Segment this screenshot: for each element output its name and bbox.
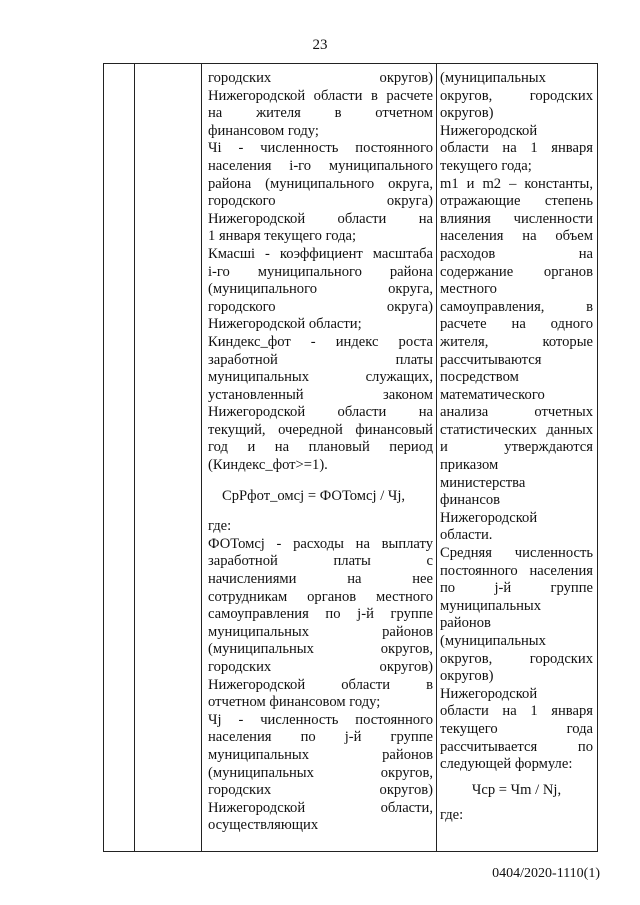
text-line: текущего года xyxy=(440,720,593,737)
formula-average-population: Чср = Чm / Nj, xyxy=(471,781,562,798)
text-line: муниципальных районов xyxy=(208,746,433,763)
text-line: городского округа) xyxy=(208,193,433,210)
text-line: области на 1 января xyxy=(440,703,593,720)
text-line: населения на объем xyxy=(440,228,593,245)
document-code: 0404/2020-1110(1) xyxy=(492,866,600,881)
text-line: статистических данных xyxy=(440,421,593,438)
text-line: муниципальных районов xyxy=(208,623,433,640)
notes-block-1 xyxy=(440,70,593,774)
text-line: муниципальных xyxy=(440,597,542,614)
text-line: округов) xyxy=(440,105,494,122)
text-line: и утверждаются xyxy=(440,439,593,456)
text-line: Средняя численность xyxy=(440,545,593,562)
column-divider-3 xyxy=(436,64,437,851)
text-line: местного xyxy=(440,281,497,298)
text-line: расходов на xyxy=(440,245,593,262)
text-line: (Киндекс_фот>=1). xyxy=(208,457,328,474)
text-line: Нижегородской области на xyxy=(208,404,433,421)
text-line: сотрудникам органов местного xyxy=(208,588,433,605)
text-line: Нижегородской xyxy=(440,509,538,526)
definitions-block-1 xyxy=(208,70,433,475)
text-line: Нижегородской области, xyxy=(208,799,433,816)
text-line: текущий, очередной финансовый xyxy=(208,421,433,438)
text-line: района (муниципального округа, xyxy=(208,175,433,192)
text-line: городского округа) xyxy=(208,298,433,315)
text-line: посредством xyxy=(440,369,519,386)
definitions-block-2 xyxy=(208,518,433,835)
text-line: отражающие степень xyxy=(440,193,593,210)
text-line: самоуправления по j-й группе xyxy=(208,606,433,623)
text-line: Нижегородской области; xyxy=(208,316,362,333)
text-line: (муниципальных округов, xyxy=(208,764,433,781)
text-line: Киндекс_фот - индекс роста xyxy=(208,333,433,350)
notes-column xyxy=(440,70,593,825)
text-line: начислениями на нее xyxy=(208,571,433,588)
text-line: анализа отчетных xyxy=(440,404,593,421)
text-line: районов xyxy=(440,615,491,632)
text-line: Нижегородской xyxy=(440,685,538,702)
text-line: округов, городских xyxy=(440,650,593,667)
text-line: на жителя в отчетном xyxy=(208,105,433,122)
column-divider-1 xyxy=(134,64,135,851)
text-line: содержание органов xyxy=(440,263,593,280)
text-line: Нижегородской xyxy=(440,122,538,139)
text-line: год и на плановый период xyxy=(208,439,433,456)
text-line: по j-й группе xyxy=(440,580,593,597)
text-line: округов) xyxy=(440,668,494,685)
text-line: рассчитываются xyxy=(440,351,542,368)
text-line: округов, городских xyxy=(440,87,593,104)
text-line: области на 1 января xyxy=(440,140,593,157)
text-line: городских округов) xyxy=(208,782,433,799)
text-line: приказом xyxy=(440,457,499,474)
notes-block-2 xyxy=(440,807,593,825)
text-line: городских округов) xyxy=(208,70,433,86)
text-line: жителя, которые xyxy=(440,333,593,350)
text-line: муниципальных служащих, xyxy=(208,369,433,386)
text-line: текущего года; xyxy=(440,157,532,174)
column-divider-2 xyxy=(201,64,202,851)
text-line: рассчитывается по xyxy=(440,738,593,755)
text-line: заработной платы xyxy=(208,351,433,368)
page-number: 23 xyxy=(312,37,328,53)
text-line: математического xyxy=(440,386,545,403)
table-frame xyxy=(103,63,598,852)
text-line: населения по j-й группе xyxy=(208,729,433,746)
text-line: следующей формуле: xyxy=(440,756,573,773)
text-line: постоянного населения xyxy=(440,562,593,579)
text-line: (муниципальных xyxy=(440,633,546,649)
definitions-column xyxy=(208,70,433,835)
text-line: населения i-го муниципального xyxy=(208,157,433,174)
text-line: самоуправления, в xyxy=(440,298,593,315)
text-line: Кмасшi - коэффициент масштаба xyxy=(208,245,433,262)
text-line: финансов xyxy=(440,492,501,509)
formula-average-pay: СрРфот_омсj = ФОТомсj / Чj, xyxy=(222,487,406,504)
text-line: Чi - численность постоянного xyxy=(208,140,433,157)
text-line: расчете на одного xyxy=(440,316,593,333)
text-line: заработной платы с xyxy=(208,553,433,570)
text-line: Нижегородской области в расчете xyxy=(208,87,433,104)
text-line: Нижегородской области на xyxy=(208,210,433,227)
text-line: m1 и m2 – константы, xyxy=(440,175,593,192)
text-line: (муниципального округа, xyxy=(208,281,433,298)
text-line: министерства xyxy=(440,474,526,491)
text-line: Чj - численность постоянного xyxy=(208,711,433,728)
text-line: области. xyxy=(440,527,493,544)
text-line: (муниципальных xyxy=(440,70,546,86)
text-line: ФОТомсj - расходы на выплату xyxy=(208,535,433,552)
text-line: установленный законом xyxy=(208,386,433,403)
text-line: влияния численности xyxy=(440,210,593,227)
text-line: Нижегородской области в xyxy=(208,676,433,693)
text-line: осуществляющих xyxy=(208,817,319,834)
text-line: 1 января текущего года; xyxy=(208,228,357,245)
text-line: (муниципальных округов, xyxy=(208,641,433,658)
text-line: финансовом году; xyxy=(208,122,319,139)
text-line: где: xyxy=(440,807,464,824)
text-line: i-го муниципального района xyxy=(208,263,433,280)
text-line: городских округов) xyxy=(208,659,433,675)
text-line: где: xyxy=(208,518,232,535)
text-line: отчетном финансовом году; xyxy=(208,694,381,711)
